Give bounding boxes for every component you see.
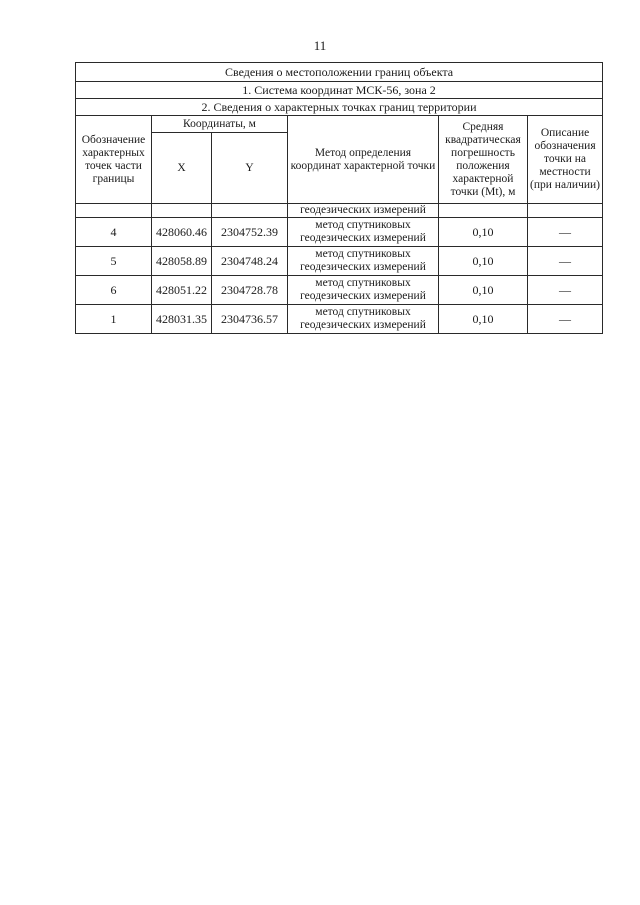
cell-y: 2304736.57 (212, 305, 288, 334)
header-designation: Обозначение характерных точек части границы (76, 116, 152, 204)
cell-x (152, 204, 212, 218)
coordinate-system-row: 1. Система координат МСК-56, зона 2 (76, 82, 603, 99)
cell-error: 0,10 (439, 305, 528, 334)
page-number: 11 (313, 38, 327, 53)
cell-y: 2304752.39 (212, 218, 288, 247)
cell-error: 0,10 (439, 218, 528, 247)
cell-method: геодезических измерений (288, 204, 439, 218)
table-row (76, 218, 603, 247)
cell-point: 5 (76, 247, 152, 276)
cell-y (212, 204, 288, 218)
table-row (76, 276, 603, 305)
cell-method: метод спутниковых геодезических измерений (288, 247, 439, 276)
boundary-table (75, 62, 603, 334)
cell-x: 428051.22 (152, 276, 212, 305)
cell-point: 1 (76, 305, 152, 334)
cell-x: 428058.89 (152, 247, 212, 276)
cell-error: 0,10 (439, 276, 528, 305)
header-x: X (152, 133, 212, 204)
table-row-continued (76, 204, 603, 218)
table-row (76, 247, 603, 276)
table-title: Сведения о местоположении границ объекта (76, 63, 603, 82)
cell-method: метод спутниковых геодезических измерений (288, 218, 439, 247)
cell-description: — (528, 305, 603, 334)
cell-y: 2304728.78 (212, 276, 288, 305)
cell-x: 428060.46 (152, 218, 212, 247)
header-description: Описание обозначения точки на местности (при наличии) (528, 116, 603, 204)
cell-x: 428031.35 (152, 305, 212, 334)
header-y: Y (212, 133, 288, 204)
header-method: Метод определения координат характерной точки (288, 116, 439, 204)
cell-error: 0,10 (439, 247, 528, 276)
cell-description: — (528, 218, 603, 247)
cell-description: — (528, 276, 603, 305)
cell-point: 6 (76, 276, 152, 305)
header-error: Средняя квадратическая погрешность положения характерной точки (Mt), м (439, 116, 528, 204)
cell-method: метод спутниковых геодезических измерений (288, 276, 439, 305)
table-row (76, 305, 603, 334)
cell-point: 4 (76, 218, 152, 247)
cell-method: метод спутниковых геодезических измерений (288, 305, 439, 334)
cell-error (439, 204, 528, 218)
cell-description (528, 204, 603, 218)
header-coordinates: Координаты, м (152, 116, 288, 133)
cell-description: — (528, 247, 603, 276)
cell-y: 2304748.24 (212, 247, 288, 276)
points-section-row: 2. Сведения о характерных точках границ территории (76, 99, 603, 116)
cell-point (76, 204, 152, 218)
